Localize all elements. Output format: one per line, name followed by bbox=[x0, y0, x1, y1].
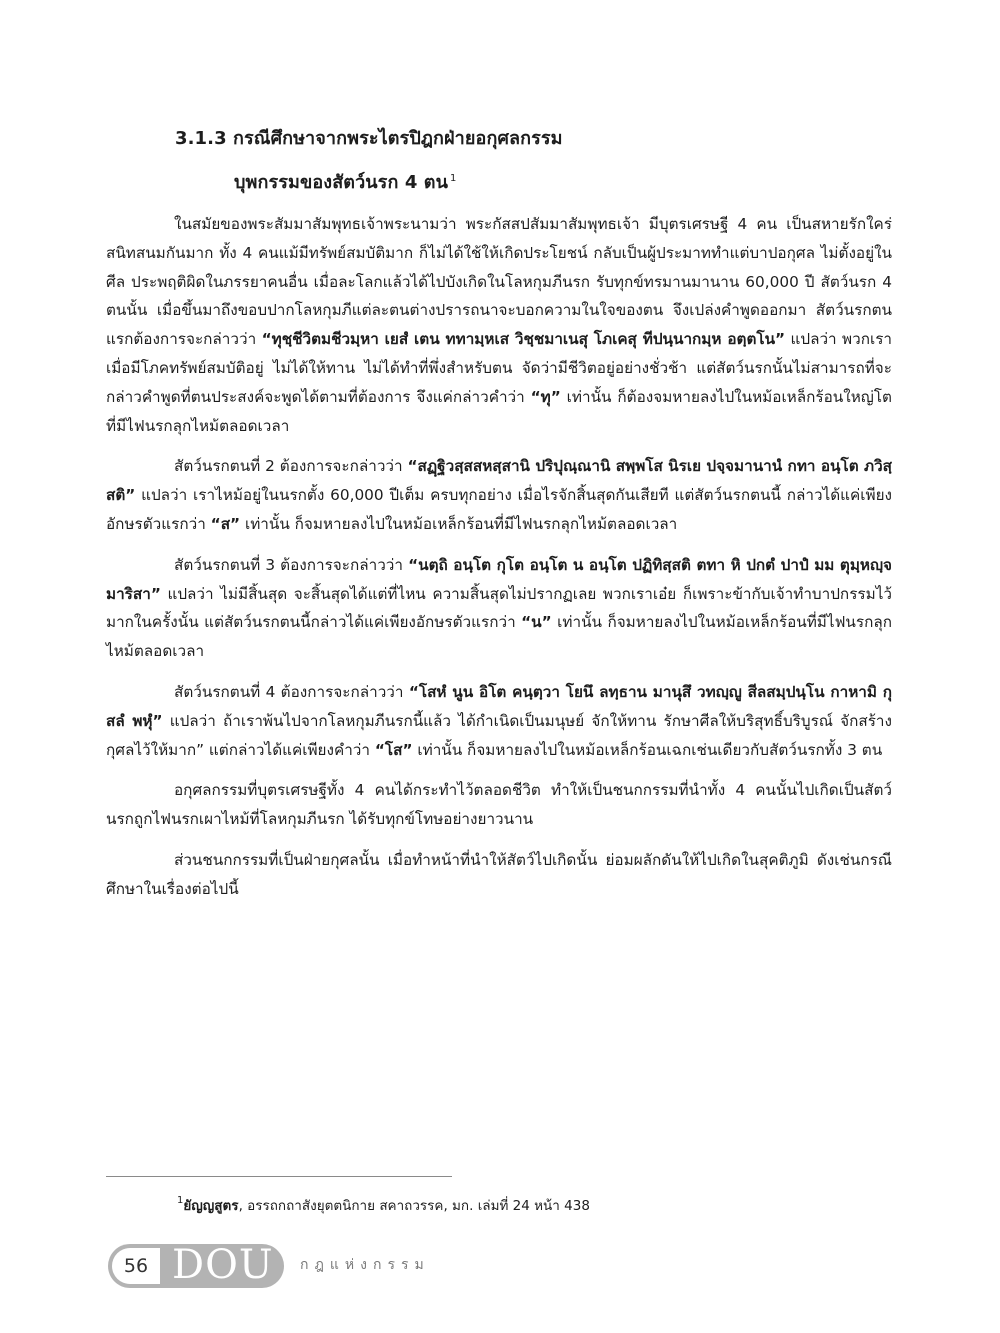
paragraph-text: อกุศลกรรมที่บุตรเศรษฐีทั้ง 4 คนได้กระทำไว้ตลอดชีวิต ทำให้เป็นชนกกรรมที่นำทั้ง 4 คนนั้นไปเกิดเป็นสัตว์นรกถูกไฟนรกเผาไหม้ที่โลหกุมภีนรก ได้รับทุกข์โทษอย่างยาวนาน bbox=[106, 781, 892, 829]
spoken-syllable: “ส” bbox=[210, 514, 241, 533]
paragraph-text: ในสมัยของพระสัมมาสัมพุทธเจ้าพระนามว่า พระกัสสปสัมมาสัมพุทธเจ้า มีบุตรเศรษฐี 4 คน เป็นสหายรักใคร่สนิทสนมกันมาก ทั้ง 4 คนแม้มีทรัพย์สมบัติมาก ก็ไม่ได้ใช้ให้เกิดประโยชน์ กลับเป็นผู้ประมาททำแต่บาปอกุศล ไม่ตั้งอยู่ในศีล ประพฤติผิดในภรรยาคนอื่น เมื่อละโลกแล้วได้ไปบังเกิดในโลหกุมภีนรก รับทุกข์ทรมานมานาน 60,000 ปี สัตว์นรก 4 ตนนั้น เมื่อขึ้นมาถึงขอบปากโลหกุมภีแต่ละตนต่างปรารถนาจะบอกความในใจของตน จึงเปล่งคำพูดออกมา สัตว์นรกตนแรกต้องการจะกล่าวว่า bbox=[106, 215, 892, 349]
paragraph-6 bbox=[106, 846, 892, 904]
pali-verse: “ทุชฺชีวิตมชีวมฺหา เยสํ เตน ททามฺหเส วิชฺชมาเนสุ โภเคสุ ทีปนฺนากมฺห อตฺตโน” bbox=[261, 330, 786, 349]
paragraph-text: เท่านั้น ก็ต้องจมหายลงไปในหม้อเหล็กร้อนใหญ่โตที่มีไฟนรกลุกไหม้ตลอดเวลา bbox=[106, 387, 892, 435]
paragraph-5 bbox=[106, 776, 892, 834]
paragraph-text: สัตว์นรกตนที่ 4 ต้องการจะกล่าวว่า bbox=[174, 682, 409, 701]
footnote-divider bbox=[106, 1176, 452, 1177]
paragraph-text: เท่านั้น ก็จมหายลงไปในหม้อเหล็กร้อนเฉกเช่นเดียวกับสัตว์นรกทั้ง 3 ตน bbox=[412, 740, 883, 759]
paragraph-4 bbox=[106, 678, 892, 764]
footnote-reference[interactable]: 1 bbox=[450, 173, 457, 184]
footnote bbox=[175, 1194, 590, 1216]
paragraph-text: แปลว่า ไม่มีสิ้นสุด จะสิ้นสุดได้แต่ที่ไหน ความสิ้นสุดไม่ปรากฏเลย พวกเราเอ๋ย ก็เพราะข้ากับเจ้าทำบาปกรรมไว้มากในครั้งนั้น แต่สัตว์นรกตนนี้กล่าวได้แค่เพียงอักษรตัวแรกว่า bbox=[106, 584, 892, 632]
section-heading bbox=[175, 123, 563, 152]
paragraph-3 bbox=[106, 551, 892, 666]
pali-verse: “โสหํ นูน อิโต คนฺตฺวา โยนึ ลทฺธาน มานุสึ วทญฺญู สีลสมฺปนฺโน กาหามิ กุสลํ พหุํ” bbox=[106, 682, 893, 730]
section-number: 3.1.3 bbox=[175, 128, 227, 149]
spoken-syllable: “น” bbox=[521, 613, 552, 632]
pali-verse: “สฏฺฐิวสฺสสหสฺสานิ ปริปุณฺณานิ สพฺพโส นิรเย ปจฺจมานานํ กทา อนฺโต ภวิสฺสติ” bbox=[106, 457, 892, 505]
paragraph-text: เท่านั้น ก็จมหายลงไปในหม้อเหล็กร้อนที่มีไฟนรกลุกไหม้ตลอดเวลา bbox=[240, 514, 678, 533]
paragraph-1 bbox=[106, 210, 892, 440]
spoken-syllable: “ทุ” bbox=[530, 387, 561, 406]
section-subtitle bbox=[234, 167, 456, 196]
paragraph-text: สัตว์นรกตนที่ 3 ต้องการจะกล่าวว่า bbox=[174, 555, 409, 574]
section-title: กรณีศึกษาจากพระไตรปิฎกฝ่ายอกุศลกรรม bbox=[233, 128, 563, 149]
footnote-source-title: ยัญญสูตร bbox=[183, 1198, 239, 1214]
paragraph-text: แปลว่า ถ้าเราพ้นไปจากโลหกุมภีนรกนี้แล้ว ได้กำเนิดเป็นมนุษย์ จักให้ทาน รักษาศีลให้บริสุทธิ์บริบูรณ์ จักสร้างกุศลไว้ให้มาก” แต่กล่าวได้แค่เพียงคำว่า bbox=[106, 711, 892, 759]
subtitle-text: บุพกรรมของสัตว์นรก 4 ตน bbox=[234, 172, 449, 193]
paragraph-text: แปลว่า พวกเราเมื่อมีโภคทรัพย์สมบัติอยู่ ไม่ได้ให้ทาน ไม่ได้ทำที่พึ่งสำหรับตน จัดว่ามีชีวิตอยู่อย่างชั่วช้า แต่สัตว์นรกนั้นไม่สามารถที่จะกล่าวคำพูดที่ตนประสงค์จะพูดได้ตามที่ต้องการ จึงแค่กล่าวคำว่า bbox=[106, 330, 893, 406]
paragraph-text: ส่วนชนกกรรมที่เป็นฝ่ายกุศลนั้น เมื่อทำหน้าที่นำให้สัตว์ไปเกิดนั้น ย่อมผลักดันให้ไปเกิดในสุคติภูมิ ดังเช่นกรณีศึกษาในเรื่องต่อไปนี้ bbox=[106, 850, 892, 898]
paragraph-text: สัตว์นรกตนที่ 2 ต้องการจะกล่าวว่า bbox=[174, 457, 408, 476]
page-number: 56 bbox=[112, 1248, 160, 1284]
pali-verse: “นตฺถิ อนฺโต กุโต อนฺโต น อนฺโต ปฏิทิสฺสติ ตทา หิ ปกตํ ปาปํ มม ตุมฺหญฺจ มาริสา” bbox=[106, 555, 893, 603]
paragraph-2 bbox=[106, 452, 892, 538]
body-text bbox=[106, 210, 892, 916]
paragraph-text: เท่านั้น ก็จมหายลงไปในหม้อเหล็กร้อนที่มีไฟนรกลุกไหม้ตลอดเวลา bbox=[106, 613, 892, 661]
running-title: กฎแห่งกรรม bbox=[300, 1257, 430, 1273]
spoken-syllable: “โส” bbox=[374, 740, 413, 759]
footnote-marker: 1 bbox=[177, 1195, 184, 1206]
paragraph-text: แปลว่า เราไหม้อยู่ในนรกตั้ง 60,000 ปีเต็ม ครบทุกอย่าง เมื่อไรจักสิ้นสุดกันเสียที แต่สัตว์นรกตนนี้ กล่าวได้แค่เพียงอักษรตัวแรกว่า bbox=[106, 486, 892, 533]
footnote-citation: , อรรถกถาสังยุตตนิกาย สคาถวรรค, มก. เล่มที่ 24 หน้า 438 bbox=[238, 1198, 590, 1214]
dou-logo: DOU bbox=[172, 1242, 274, 1288]
